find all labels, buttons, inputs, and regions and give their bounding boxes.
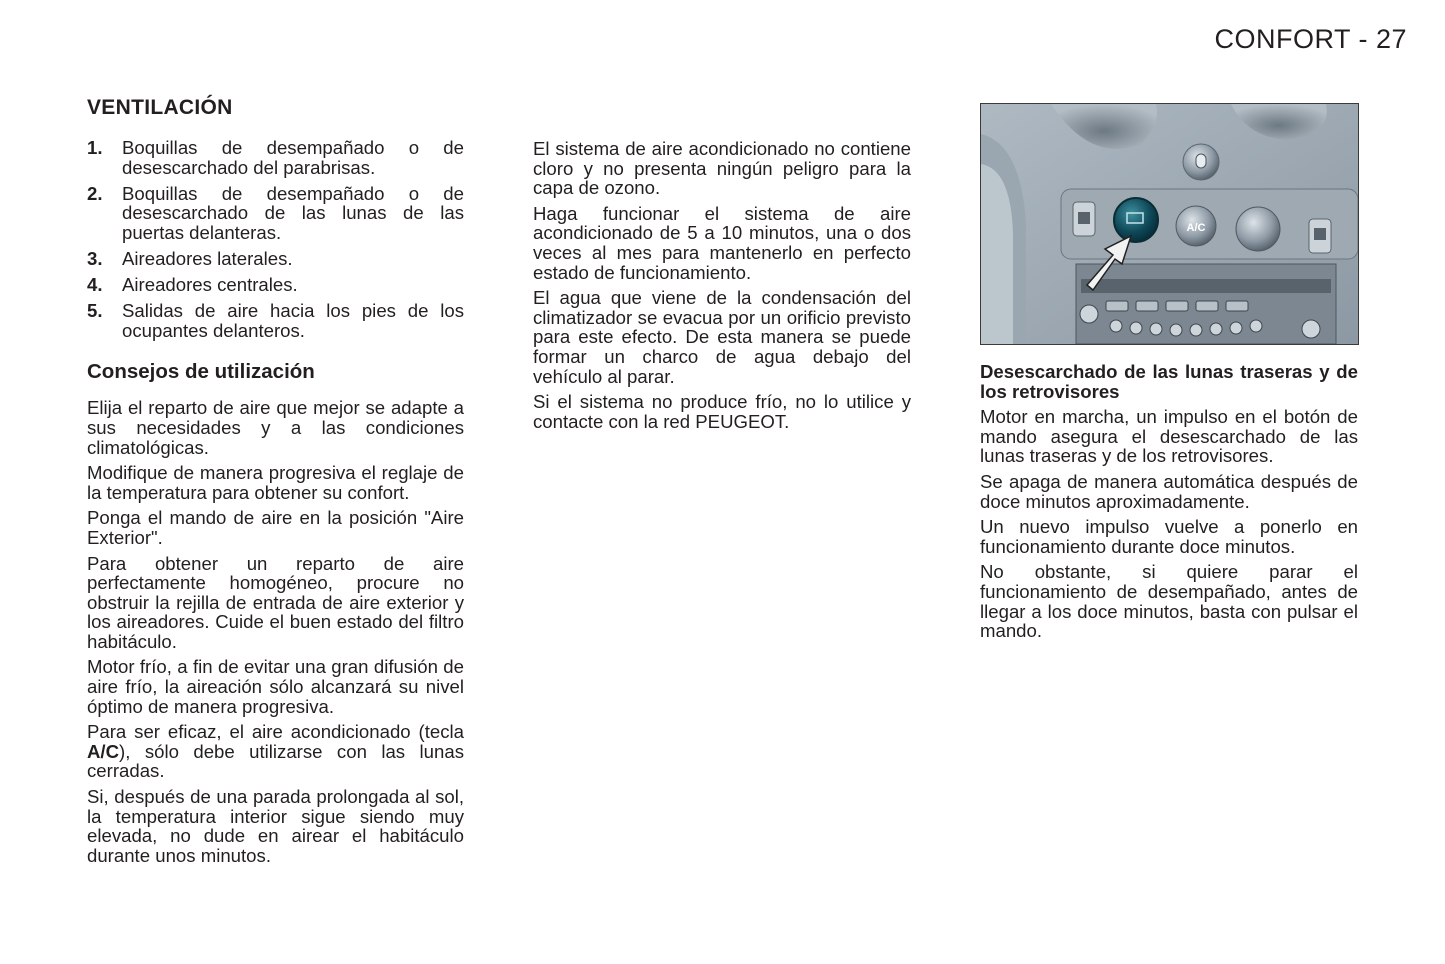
photo-caption: Desescarchado de las lunas traseras y de los retrovisores — [980, 361, 1358, 402]
list-item-text: Aireadores centrales. — [122, 274, 298, 296]
column-middle — [533, 139, 911, 437]
list-item — [87, 249, 464, 269]
paragraph: Ponga el mando de aire en la posición "Aire Exterior". — [87, 507, 464, 548]
vent-outlets-list — [87, 138, 464, 340]
list-item-text: Salidas de aire hacia los pies de los ocupantes delanteros. — [122, 300, 464, 341]
paragraph: Modifique de manera progresiva el reglaje de la temperatura para obtener su confort. — [87, 462, 464, 503]
paragraph — [87, 722, 464, 781]
text-span: ), sólo debe utilizarse con las lunas cerradas. — [87, 740, 464, 782]
list-item — [87, 138, 464, 177]
list-item — [87, 275, 464, 295]
column-left — [87, 138, 464, 871]
paragraph: Si, después de una parada prolongada al sol, la temperatura interior sigue siendo muy elevada, no dude en airear el habitáculo durante unos minutos. — [87, 786, 464, 866]
column-right — [980, 362, 1358, 647]
list-item — [87, 184, 464, 243]
paragraph: Si el sistema no produce frío, no lo utilice y contacte con la red PEUGEOT. — [533, 391, 911, 432]
list-item-number: 4. — [87, 274, 103, 296]
list-item-number: 1. — [87, 137, 103, 158]
paragraph: Motor en marcha, un impulso en el botón de mando asegura el desescarchado de las lunas traseras y de los retrovisores. — [980, 406, 1358, 467]
paragraph: Haga funcionar el sistema de aire acondicionado de 5 a 10 minutos, una o dos veces al mes para mantenerlo en perfecto estado de funcionamiento. — [533, 202, 911, 283]
list-item-text: Boquillas de desempañado o de desescarchado del parabrisas. — [122, 137, 464, 178]
paragraph: Un nuevo impulso vuelve a ponerlo en funcionamiento durante doce minutos. — [980, 516, 1358, 557]
paragraph: Para obtener un reparto de aire perfectamente homogéneo, procure no obstruir la rejilla de entrada de aire exterior y los aireadores. Cuide el buen estado del filtro habitáculo. — [87, 552, 464, 652]
paragraph: Elija el reparto de aire que mejor se adapte a sus necesidades y a las condiciones climatológicas. — [87, 397, 464, 458]
paragraph: El agua que viene de la condensación del climatizador se evacua por un orificio previsto para este efecto. De esta manera se puede formar un charco de agua debajo del vehículo al parar. — [533, 287, 911, 387]
list-item-text: Boquillas de desempañado o de desescarchado de las lunas de las puertas delanteras. — [122, 182, 464, 243]
ac-key-label: A/C — [87, 740, 120, 762]
list-item-number: 2. — [87, 182, 103, 204]
dashboard-illustration — [981, 104, 1358, 344]
paragraph: No obstante, si quiere parar el funcionamiento de desempañado, antes de llegar a los doce minutos, basta con pulsar el mando. — [980, 561, 1358, 642]
list-item-text: Aireadores laterales. — [122, 247, 293, 269]
paragraph: El sistema de aire acondicionado no contiene cloro y no presenta ningún peligro para la capa de ozono. — [533, 138, 911, 199]
text-span: Para ser eficaz, el aire acondicionado (tecla — [87, 721, 464, 743]
ac-button-label: A/C — [1186, 222, 1206, 234]
consejos-heading: Consejos de utilización — [87, 360, 315, 384]
dashboard-controls-photo — [980, 103, 1359, 345]
page-header: CONFORT - 27 — [1214, 24, 1407, 54]
paragraph: Motor frío, a fin de evitar una gran difusión de aire frío, la aireación sólo alcanzará su nivel óptimo de manera progresiva. — [87, 656, 464, 717]
list-item — [87, 301, 464, 340]
list-item-number: 5. — [87, 300, 103, 322]
ventilacion-heading: VENTILACIÓN — [87, 96, 233, 119]
list-item-number: 3. — [87, 247, 103, 269]
paragraph: Se apaga de manera automática después de doce minutos aproximadamente. — [980, 470, 1358, 512]
